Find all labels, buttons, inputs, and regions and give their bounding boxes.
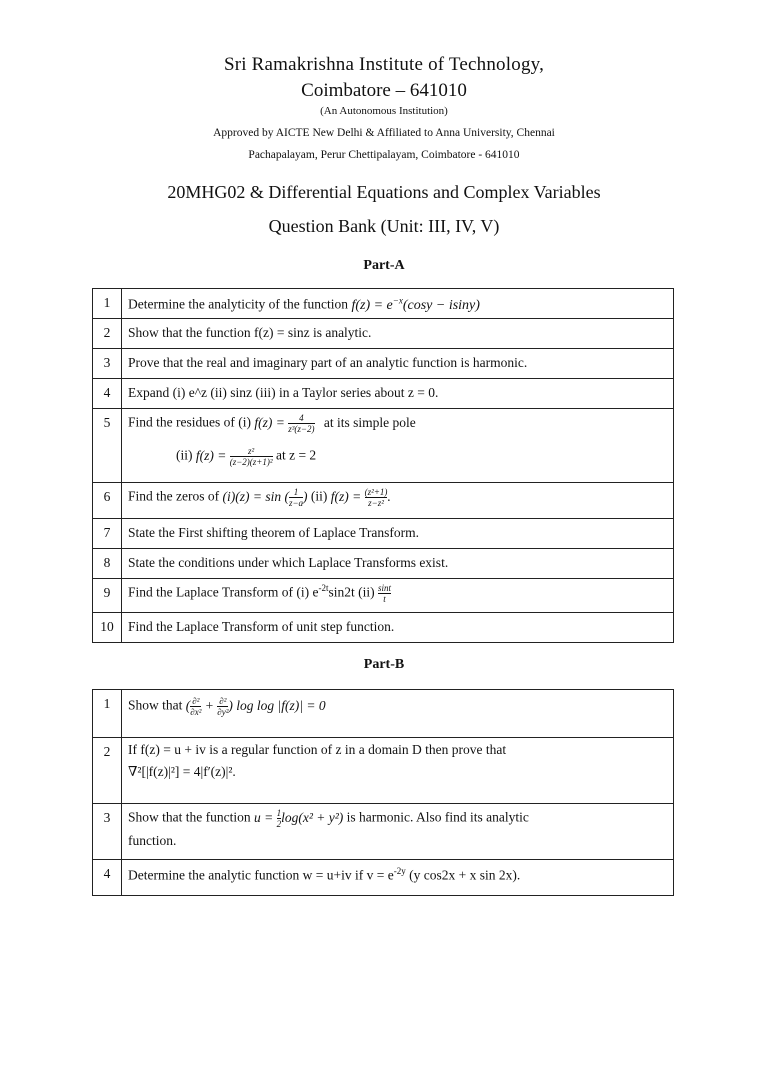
question-text: Expand (i) e^z (ii) sinz (iii) in a Taylor series about z = 0. bbox=[122, 379, 674, 409]
question-text-part: Find the Laplace Transform of (i) e bbox=[128, 584, 319, 600]
question-bank-page bbox=[0, 52, 768, 1076]
question-number: 2 bbox=[93, 738, 122, 804]
question-text-part: (ii) bbox=[176, 447, 193, 463]
question-text bbox=[122, 690, 674, 738]
address-line: Pachapalayam, Perur Chettipalayam, Coimbatore - 641010 bbox=[248, 149, 520, 161]
part-b-heading: Part-B bbox=[363, 657, 405, 672]
question-text bbox=[122, 289, 674, 319]
question-text: Determine the analytic function w = u+iv if $v = e^{-2y}$ (y cos2x + x sin 2x). bbox=[122, 860, 674, 896]
question-number: 4 bbox=[93, 379, 122, 409]
part-a-heading: Part-A bbox=[363, 258, 405, 273]
question-text-part: Find the zeros of bbox=[128, 488, 220, 504]
question-number: 6 bbox=[93, 483, 122, 519]
table-row bbox=[93, 319, 674, 349]
question-text-part: Determine the analyticity of the function bbox=[128, 296, 349, 312]
question-text-part: Show that the function bbox=[128, 809, 251, 825]
table-row bbox=[93, 549, 674, 579]
institution-name: Sri Ramakrishna Institute of Technology, bbox=[223, 54, 545, 75]
math-expression: $\frac{\sin t}{t}$ bbox=[377, 583, 391, 604]
question-text: Find the Laplace Transform of (i) $e^{-2t}\sin 2t$ (ii) $\frac{\sin t}{t}$ bbox=[122, 579, 674, 613]
question-number: 3 bbox=[93, 349, 122, 379]
table-row bbox=[93, 349, 674, 379]
table-row bbox=[93, 613, 674, 643]
table-row bbox=[93, 860, 674, 896]
part-a-table bbox=[92, 288, 674, 643]
question-text bbox=[122, 804, 674, 860]
math-expression: $f(z) = e^{-x}(\cos y - isiny)$ bbox=[351, 295, 480, 313]
table-row bbox=[93, 690, 674, 738]
question-number: 9 bbox=[93, 579, 122, 613]
table-row bbox=[93, 519, 674, 549]
question-number: 8 bbox=[93, 549, 122, 579]
question-number: 4 bbox=[93, 860, 122, 896]
course-title: 20MHG02 & Differential Equations and Complex Variables bbox=[167, 182, 601, 202]
question-text-part: Determine the analytic function w = u+iv if v = e bbox=[128, 867, 394, 883]
question-text: State the conditions under which Laplace Transforms exist. bbox=[122, 549, 674, 579]
table-row bbox=[93, 483, 674, 519]
approval-line: Approved by AICTE New Delhi & Affiliated to Anna University, Chennai bbox=[213, 127, 555, 139]
math-expression: f(z) = $\frac{4}{\text{z³(z−2)}}$ bbox=[254, 413, 315, 434]
institution-city: Coimbatore – 641010 bbox=[301, 80, 467, 101]
question-number: 3 bbox=[93, 804, 122, 860]
question-text-part: function. bbox=[128, 833, 177, 848]
table-row bbox=[93, 409, 674, 483]
math-expression: ∇²[|f(z)|²] = 4|f′(z)|². bbox=[128, 764, 236, 779]
question-bank-title: Question Bank (Unit: III, IV, V) bbox=[268, 216, 500, 236]
question-text-part: (ii) bbox=[310, 488, 328, 504]
question-number: 5 bbox=[93, 409, 122, 483]
question-text-part: (y cos2x + x sin 2x). bbox=[409, 867, 521, 883]
question-text-part: If f(z) = u + iv is a regular function of z in a domain D then prove that bbox=[128, 742, 507, 757]
table-row bbox=[93, 379, 674, 409]
table-row bbox=[93, 579, 674, 613]
question-text-part: at its simple pole bbox=[323, 414, 416, 430]
math-expression: u = $\frac{1}{2}$ log(x² + y²) bbox=[253, 808, 344, 829]
part-b-table bbox=[92, 689, 674, 896]
question-number: 1 bbox=[93, 690, 122, 738]
math-expression: f(z) = $\frac{\text{z²}}{\text{(z−2)(z+1)²}}$ bbox=[195, 446, 273, 467]
question-text-part: is harmonic. Also find its analytic bbox=[346, 809, 529, 825]
question-number: 7 bbox=[93, 519, 122, 549]
question-text: Find the Laplace Transform of unit step function. bbox=[122, 613, 674, 643]
math-expression: (i)(z) = sin ( $\frac{1}{z-a}$ ) bbox=[222, 487, 308, 508]
question-text: State the First shifting theorem of Laplace Transform. bbox=[122, 519, 674, 549]
question-number: 1 bbox=[93, 289, 122, 319]
table-row bbox=[93, 289, 674, 319]
question-text bbox=[122, 483, 674, 519]
autonomous-note: (An Autonomous Institution) bbox=[320, 105, 448, 117]
question-number: 10 bbox=[93, 613, 122, 643]
math-expression: ( $\frac{\text{∂²}}{\text{∂x²}}$ + $\frac{\text{∂²}}{\text{∂y²}}$ ) log log |f(z)| = 0 bbox=[185, 696, 326, 717]
table-row bbox=[93, 804, 674, 860]
question-text bbox=[122, 409, 674, 483]
question-text bbox=[122, 738, 674, 804]
question-text-part: sin2t (ii) bbox=[328, 584, 375, 600]
question-text-part: at z = 2 bbox=[275, 447, 317, 463]
question-text-part: Show that bbox=[128, 697, 183, 713]
question-text: Prove that the real and imaginary part of an analytic function is harmonic. bbox=[122, 349, 674, 379]
question-text-part: Find the residues of (i) bbox=[128, 414, 251, 430]
math-expression: f(z) = $\frac{\text{(z²+1)}}{\text{z−z²}}$ . bbox=[330, 487, 391, 508]
table-row bbox=[93, 738, 674, 804]
question-text: Show that the function f(z) = sinz is analytic. bbox=[122, 319, 674, 349]
document-header bbox=[0, 52, 768, 238]
question-number: 2 bbox=[93, 319, 122, 349]
